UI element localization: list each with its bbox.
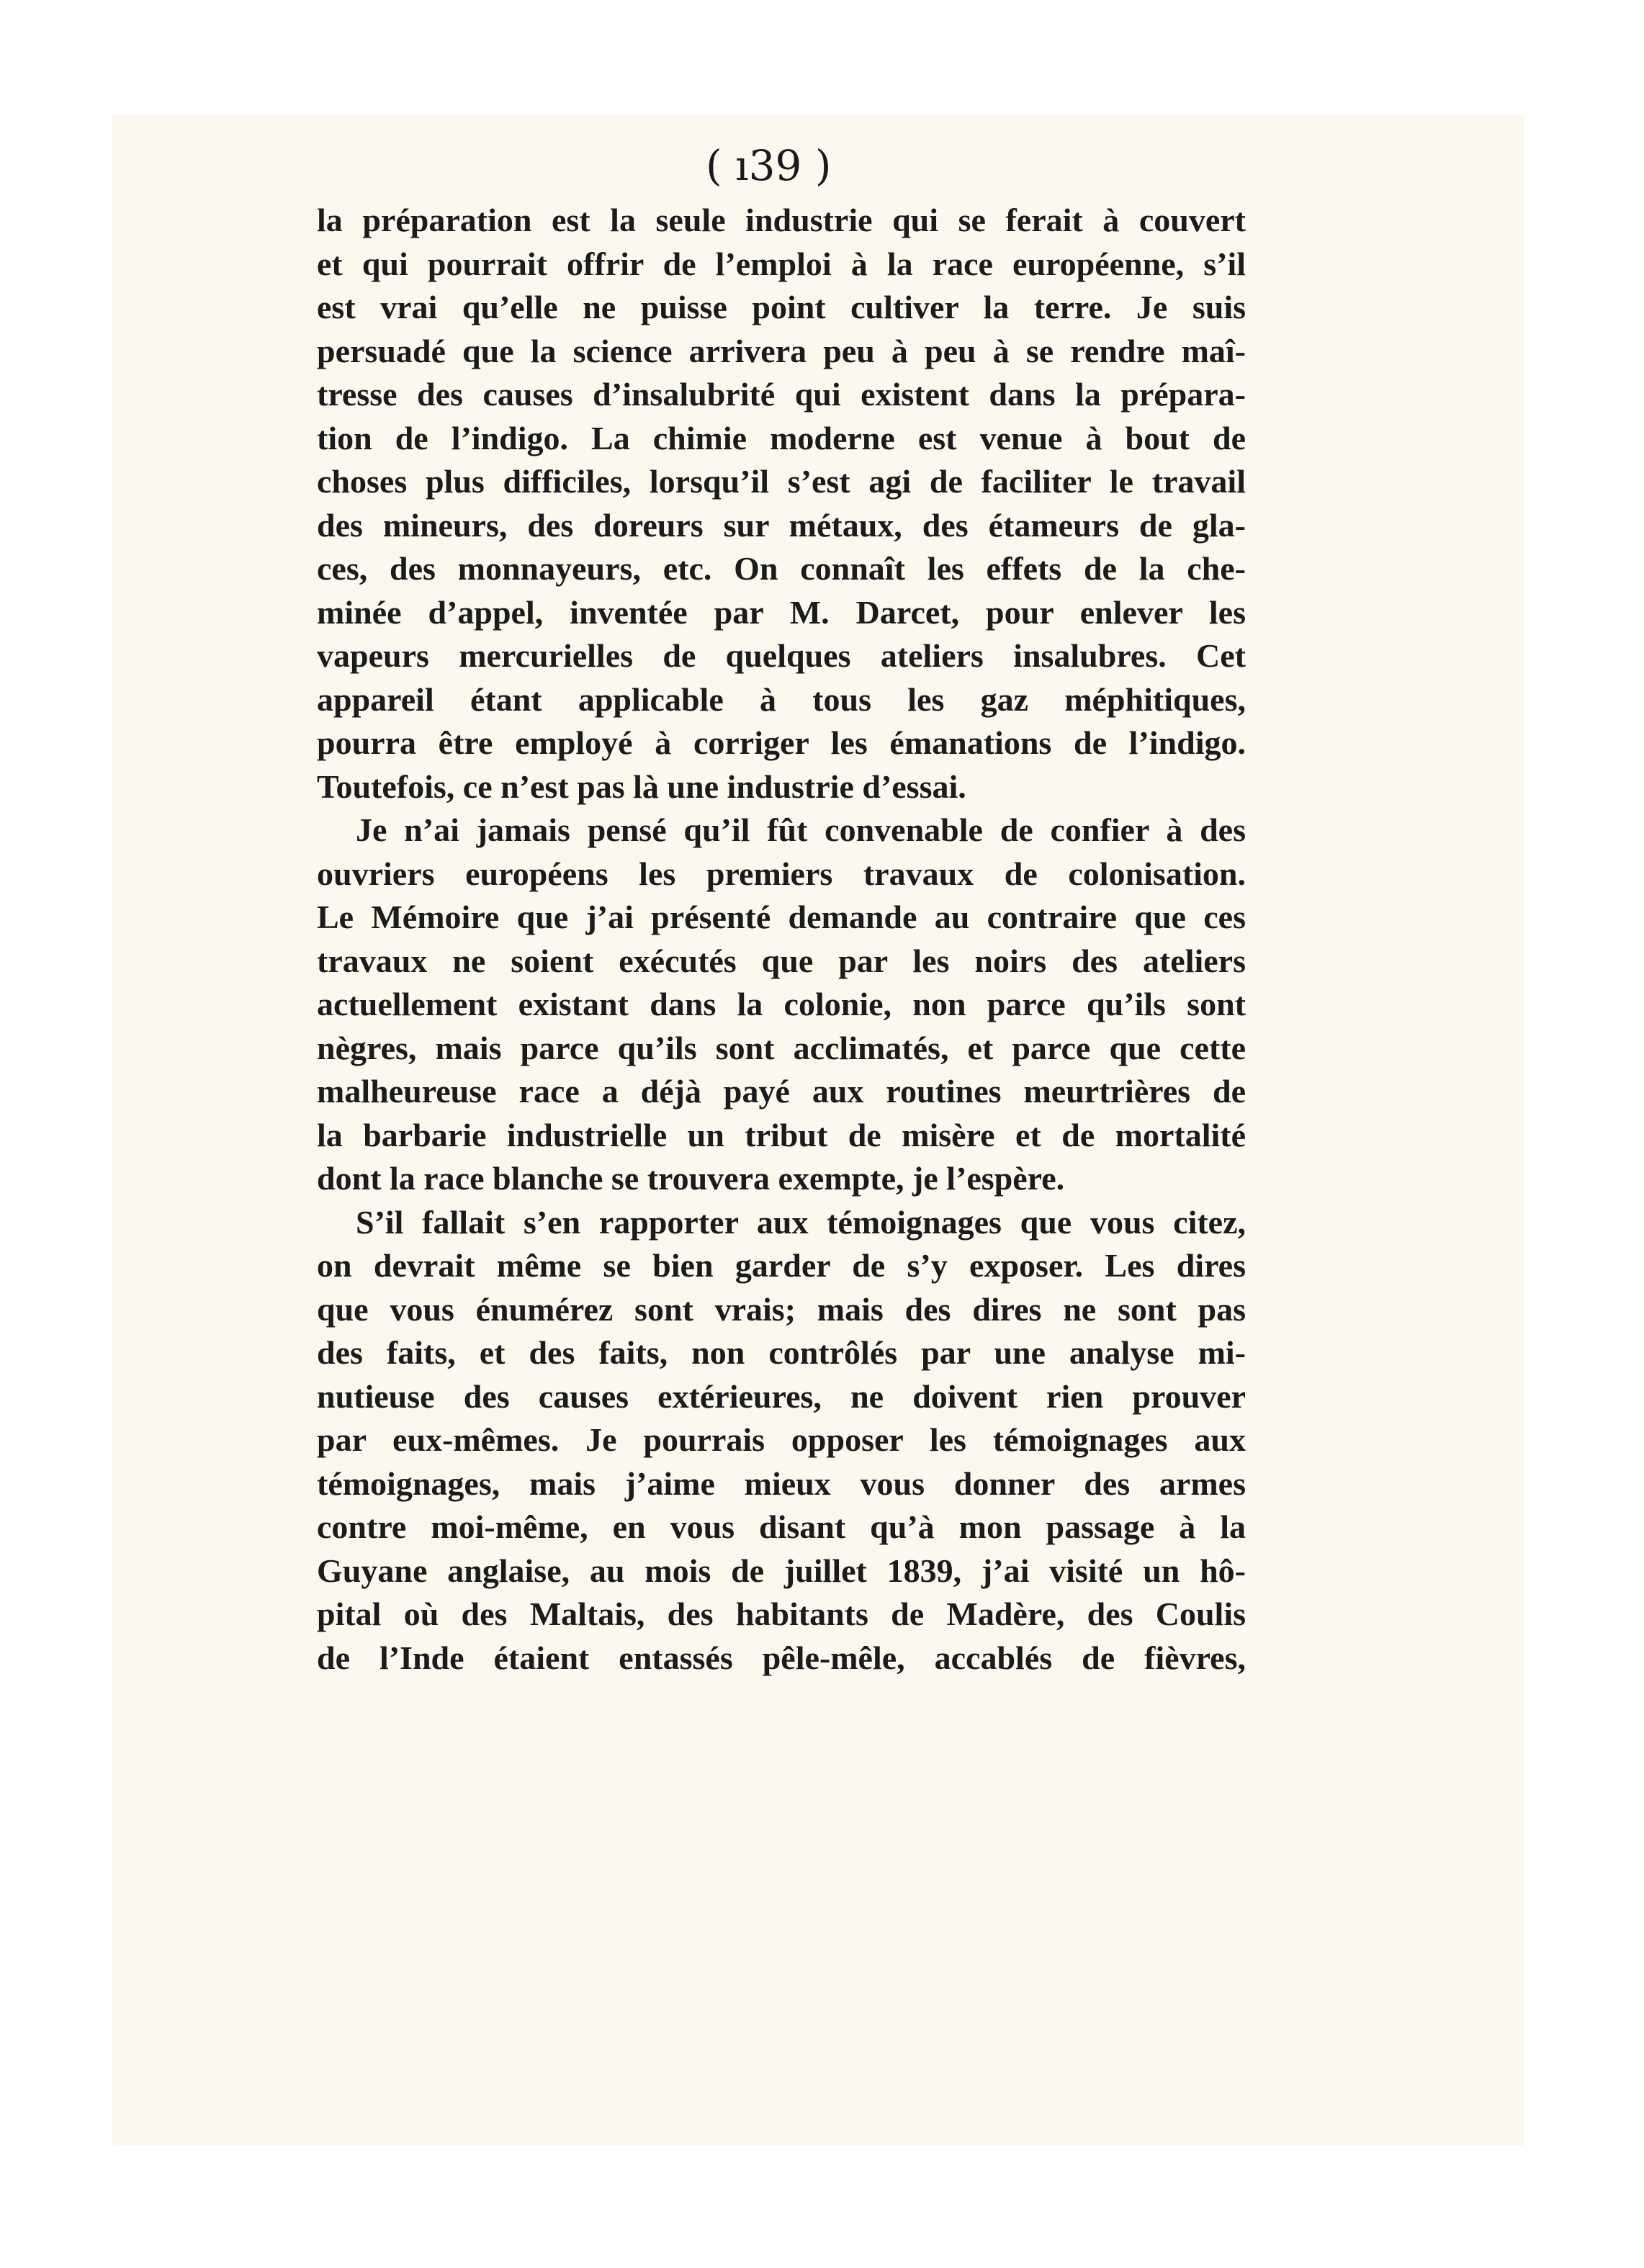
text-line: actuellement existant dans la colonie, non parce qu’ils sont [317, 986, 1246, 1022]
text-line: des faits, et des faits, non contrôlés par une analyse mi- [317, 1334, 1246, 1371]
text-line: contre moi-même, en vous disant qu’à mon passage à la [317, 1508, 1246, 1545]
text-line: appareil étant applicable à tous les gaz méphitiques, [317, 680, 1246, 718]
text-line: malheureuse race a déjà payé aux routines meurtrières de [317, 1073, 1246, 1110]
text-line: nègres, mais parce qu’ils sont acclimatés, et parce que cette [317, 1029, 1246, 1066]
text-line: minée d’appel, inventée par M. Darcet, pour enlever les [317, 593, 1246, 631]
text-line: dont la race blanche se trouvera exempte, je l’espère. [317, 1160, 1065, 1197]
text-line: tion de l’indigo. La chimie moderne est venue à bout de [317, 419, 1246, 456]
text-line: la barbarie industrielle un tribut de misère et de mortalité [317, 1116, 1246, 1153]
text-line: Guyane anglaise, au mois de juillet 1839, j’ai visité un hô- [317, 1552, 1246, 1589]
text-line: Je n’ai jamais pensé qu’il fût convenable de confier à des [356, 811, 1246, 848]
text-line: la préparation est la seule industrie qui se ferait à couvert [317, 202, 1246, 238]
text-line: par eux-mêmes. Je pourrais opposer les témoignages aux [317, 1421, 1246, 1458]
text-line: témoignages, mais j’aime mieux vous donner des armes [317, 1464, 1246, 1502]
text-line: et qui pourrait offrir de l’emploi à la race européenne, s’il [317, 245, 1246, 282]
text-line: on devrait même se bien garder de s’y exposer. Les dires [317, 1247, 1246, 1284]
page-number: ( ı39 ) [706, 141, 832, 190]
text-line: que vous énumérez sont vrais; mais des dires ne sont pas [317, 1290, 1246, 1328]
text-line: nutieuse des causes extérieures, ne doivent rien prouver [317, 1377, 1246, 1415]
text-line: ces, des monnayeurs, etc. On connaît les effets de la che- [317, 550, 1246, 587]
text-line: travaux ne soient exécutés que par les noirs des ateliers [317, 942, 1246, 979]
text-line: vapeurs mercurielles de quelques ateliers insalubres. Cet [317, 637, 1246, 674]
text-line: Toutefois, ce n’est pas là une industrie d’essai. [317, 768, 966, 805]
text-line: pourra être employé à corriger les émanations de l’indigo. [317, 724, 1246, 761]
text-line: persuadé que la science arrivera peu à peu à se rendre maî- [317, 332, 1246, 369]
text-line: Le Mémoire que j’ai présenté demande au contraire que ces [317, 899, 1246, 935]
text-line: choses plus difficiles, lorsqu’il s’est agi de faciliter le travail [317, 463, 1246, 500]
text-line: S’il fallait s’en rapporter aux témoignages que vous citez, [356, 1203, 1246, 1241]
text-line: de l’Inde étaient entassés pêle-mêle, accablés de fièvres, [317, 1639, 1246, 1676]
text-line: est vrai qu’elle ne puisse point cultiver la terre. Je suis [317, 289, 1246, 325]
text-line: pital où des Maltais, des habitants de Madère, des Coulis [317, 1596, 1246, 1632]
body-text [317, 199, 1246, 1680]
text-line: tresse des causes d’insalubrité qui existent dans la prépara- [317, 376, 1246, 413]
text-line: ouvriers européens les premiers travaux de colonisation. [317, 855, 1246, 892]
text-line: des mineurs, des doreurs sur métaux, des étameurs de gla- [317, 506, 1246, 544]
